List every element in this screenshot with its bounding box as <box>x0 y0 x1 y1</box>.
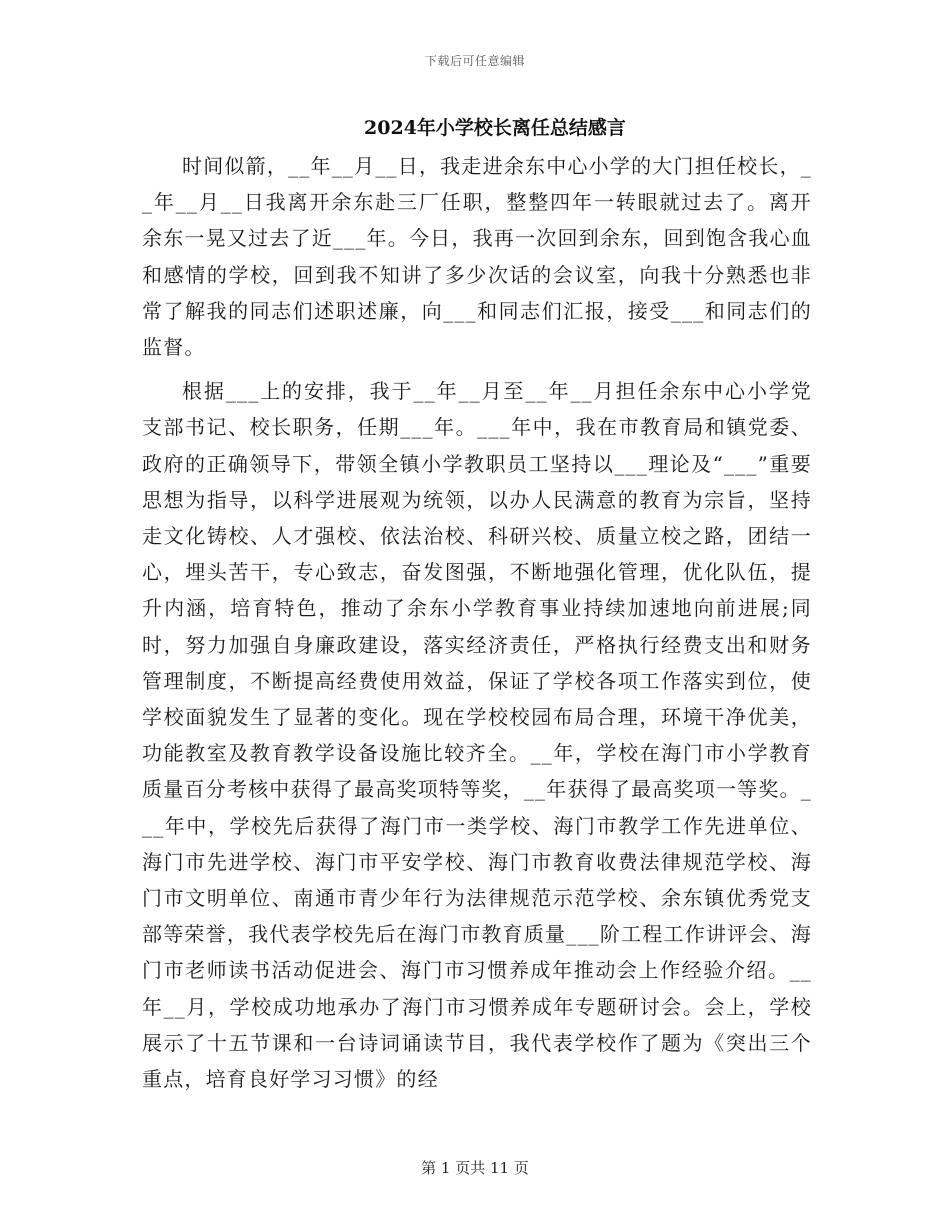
header-note: 下载后可任意编辑 <box>424 54 525 68</box>
paragraph: 时间似箭，__年__月__日，我走进余东中心小学的大门担任校长，__年__月__日我离开余东赴三厂任职，整整四年一转眼就过去了。离开余东一晃又过去了近___年。今日，我再一次回到余东，回到饱含我心血和感情的学校，回到我不知讲了多少次话的会议室，向我十分熟悉也非常了解我的同志们述职述廉，向___和同志们汇报，接受___和同志们的监督。 <box>142 154 812 360</box>
paragraph: 根据___上的安排，我于__年__月至__年__月担任余东中心小学党支部书记、校长职务，任期___年。___年中，我在市教育局和镇党委、政府的正确领导下，带领全镇小学教职员工坚持以___理论及“___”重要思想为指导，以科学进展观为统领，以办人民满意的教育为宗旨，坚持走文化铸校、人才强校、依法治校、科研兴校、质量立校之路，团结一心，埋头苦干，专心致志，奋发图强，不断地强化管理，优化队伍，提升内涵，培育特色，推动了余东小学教育事业持续加速地向前进展;同时，努力加强自身廉政建设，落实经济责任，严格执行经费支出和财务管理制度，不断提高经费使用效益，保证了学校各项工作落实到位，使学校面貌发生了显著的变化。现在学校校园布局合理，环境干净优美，功能教室及教育教学设备设施比较齐全。__年，学校在海门市小学教育质量百分考核中获得了最高奖项特等奖，__年获得了最高奖项一等奖。___年中，学校先后获得了海门市一类学校、海门市教学工作先进单位、海门市先进学校、海门市平安学校、海门市教育收费法律规范学校、海门市文明单位、南通市青少年行为法律规范示范学校、余东镇优秀党支部等荣誉，我代表学校先后在海门市教育质量___阶工程工作讲评会、海门市老师读书活动促进会、海门市习惯养成年推动会上作经验介绍。__年__月，学校成功地承办了海门市习惯养成年专题研讨会。会上，学校展示了十五节课和一台诗词诵读节目，我代表学校作了题为《突出三个重点，培育良好学习习惯》的经 <box>142 379 812 1092</box>
document-title: 2024年小学校长离任总结感言 <box>364 117 626 139</box>
page-footer: 第 1 页共 11 页 <box>421 1159 529 1177</box>
document-body <box>142 148 812 1097</box>
